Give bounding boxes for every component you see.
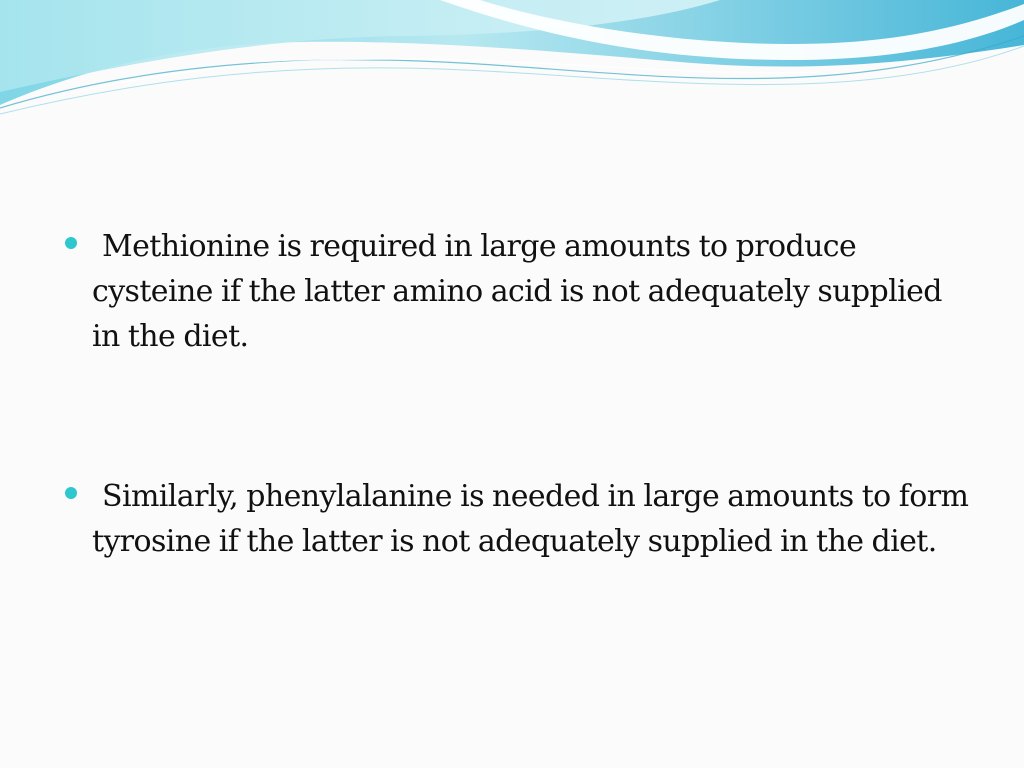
bullet-text: Similarly, phenylalanine is needed in large amounts to form tyrosine if the latter is not adequately supplied in the diet. [92, 479, 969, 559]
bullet-dot-icon [65, 487, 77, 499]
bullet-text: Methionine is required in large amounts to produce cysteine if the latter amino acid is not adequately supplied in the diet. [92, 229, 942, 354]
bullet-dot-icon [65, 237, 77, 249]
